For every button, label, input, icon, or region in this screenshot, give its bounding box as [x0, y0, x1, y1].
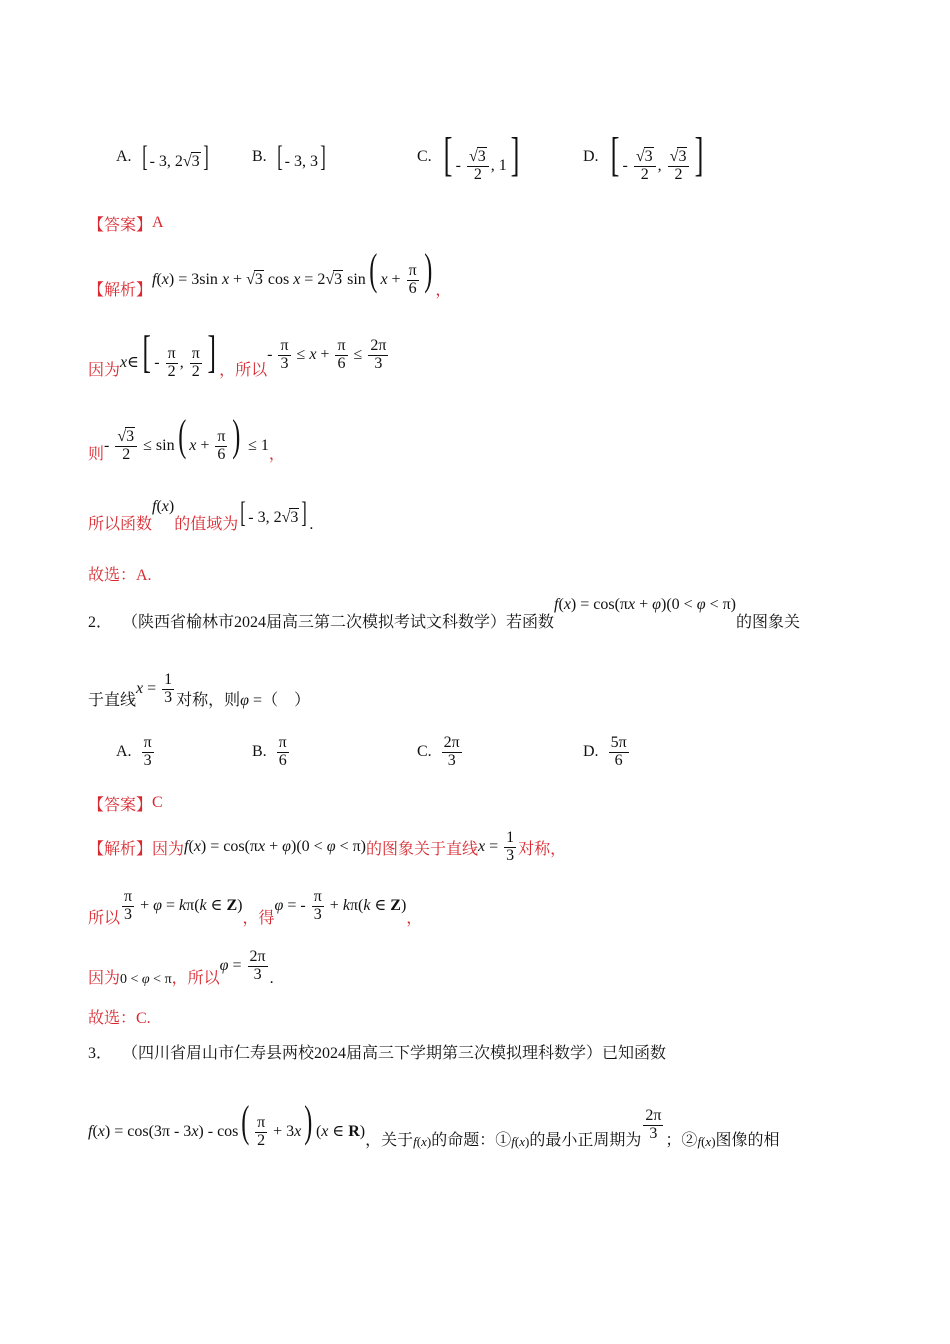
- q2-answer: 【答案】 C: [88, 794, 163, 814]
- q1-option-b: B. [ - 3, 3]: [252, 140, 326, 173]
- q2-option-c: C. $\frac{2\pi}{3}$: [417, 733, 460, 769]
- q1-range: 所以函数 f(x) 的值域为 [ - 3, 2√3 ] .: [88, 496, 314, 533]
- q2-stem-1: 2． （陕西省榆林市2024届高三第二次模拟考试文科数学）若函数 f(x) = cos(πx + φ)(0 < φ < π) 的图象关: [88, 596, 801, 631]
- q1-option-d: D. [ - $\frac{√3}{2}$ , $\frac{√3}{2}$ ]: [583, 127, 704, 183]
- q2-conclusion: 故选：C.: [88, 1009, 151, 1027]
- q2-stem-2: 于直线 x = $\frac{1}{3}$ 对称，则 φ = （ ）: [88, 670, 311, 709]
- q1-option-a: A. [ - 3, 2√3 ]: [116, 140, 209, 173]
- q2-option-d: D. $\frac{5\pi}{6}$: [583, 733, 627, 769]
- q2-analysis-2: 所以 $\frac{\pi}{3}$ + φ = kπ(k ∈ Z) ，得 φ = - $\frac{\pi}{3}$ + kπ(k ∈ Z) ，: [88, 887, 423, 927]
- q2-analysis-1: 【解析】 因为 f(x) = cos(πx + φ)(0 < φ < π) 的图象关于直线 x = $\frac{1}{3}$ 对称，: [88, 828, 567, 864]
- q1-analysis-1: 【解析】 f(x) = 3sin x + √3 cos x = 2√3 sin( x + $\frac{\pi}{6}$ ) ，: [88, 245, 452, 299]
- q1-conclusion: 故选：A.: [88, 566, 152, 584]
- q2-option-a: A. $\frac{\pi}{3}$: [116, 733, 152, 769]
- q1-analysis-2: 因为 x∈[ - $\frac{\pi}{2}$ , $\frac{\pi}{2}$ ] ，所以 - $\frac{\pi}{3}$ ≤ x + $\frac{\pi}{6}$ ≤ $\frac{2\pi}{3}$: [88, 326, 387, 381]
- q3-stem-2: f(x) = cos(3π - 3x) - cos( $\frac{\pi}{2}$ + 3x) (x ∈ R) ，关于 f(x) 的命题：① f(x) 的最小正周期为 $\frac{2\pi}{3}$ ；② f(x) 图像的相: [88, 1097, 780, 1150]
- q1-analysis-3: 则 - $\frac{√3}{2}$ ≤ sin( x + $\frac{\pi}{6}$ ) ≤ 1 ，: [88, 411, 285, 464]
- q1-options: [88, 127, 890, 183]
- q2-analysis-3: 因为 0 < φ < π ，所以 φ = $\frac{2\pi}{3}$ .: [88, 947, 274, 987]
- q1-option-c: C. [ - $\frac{√3}{2}$ , 1]: [417, 127, 520, 183]
- q1-answer: 【答案】 A: [88, 214, 164, 234]
- q3-stem-1: 3． （四川省眉山市仁寿县两校2024届高三下学期第三次模拟理科数学）已知函数: [88, 1044, 667, 1062]
- q2-option-b: B. $\frac{\pi}{6}$: [252, 733, 287, 769]
- q2-options: [88, 730, 890, 774]
